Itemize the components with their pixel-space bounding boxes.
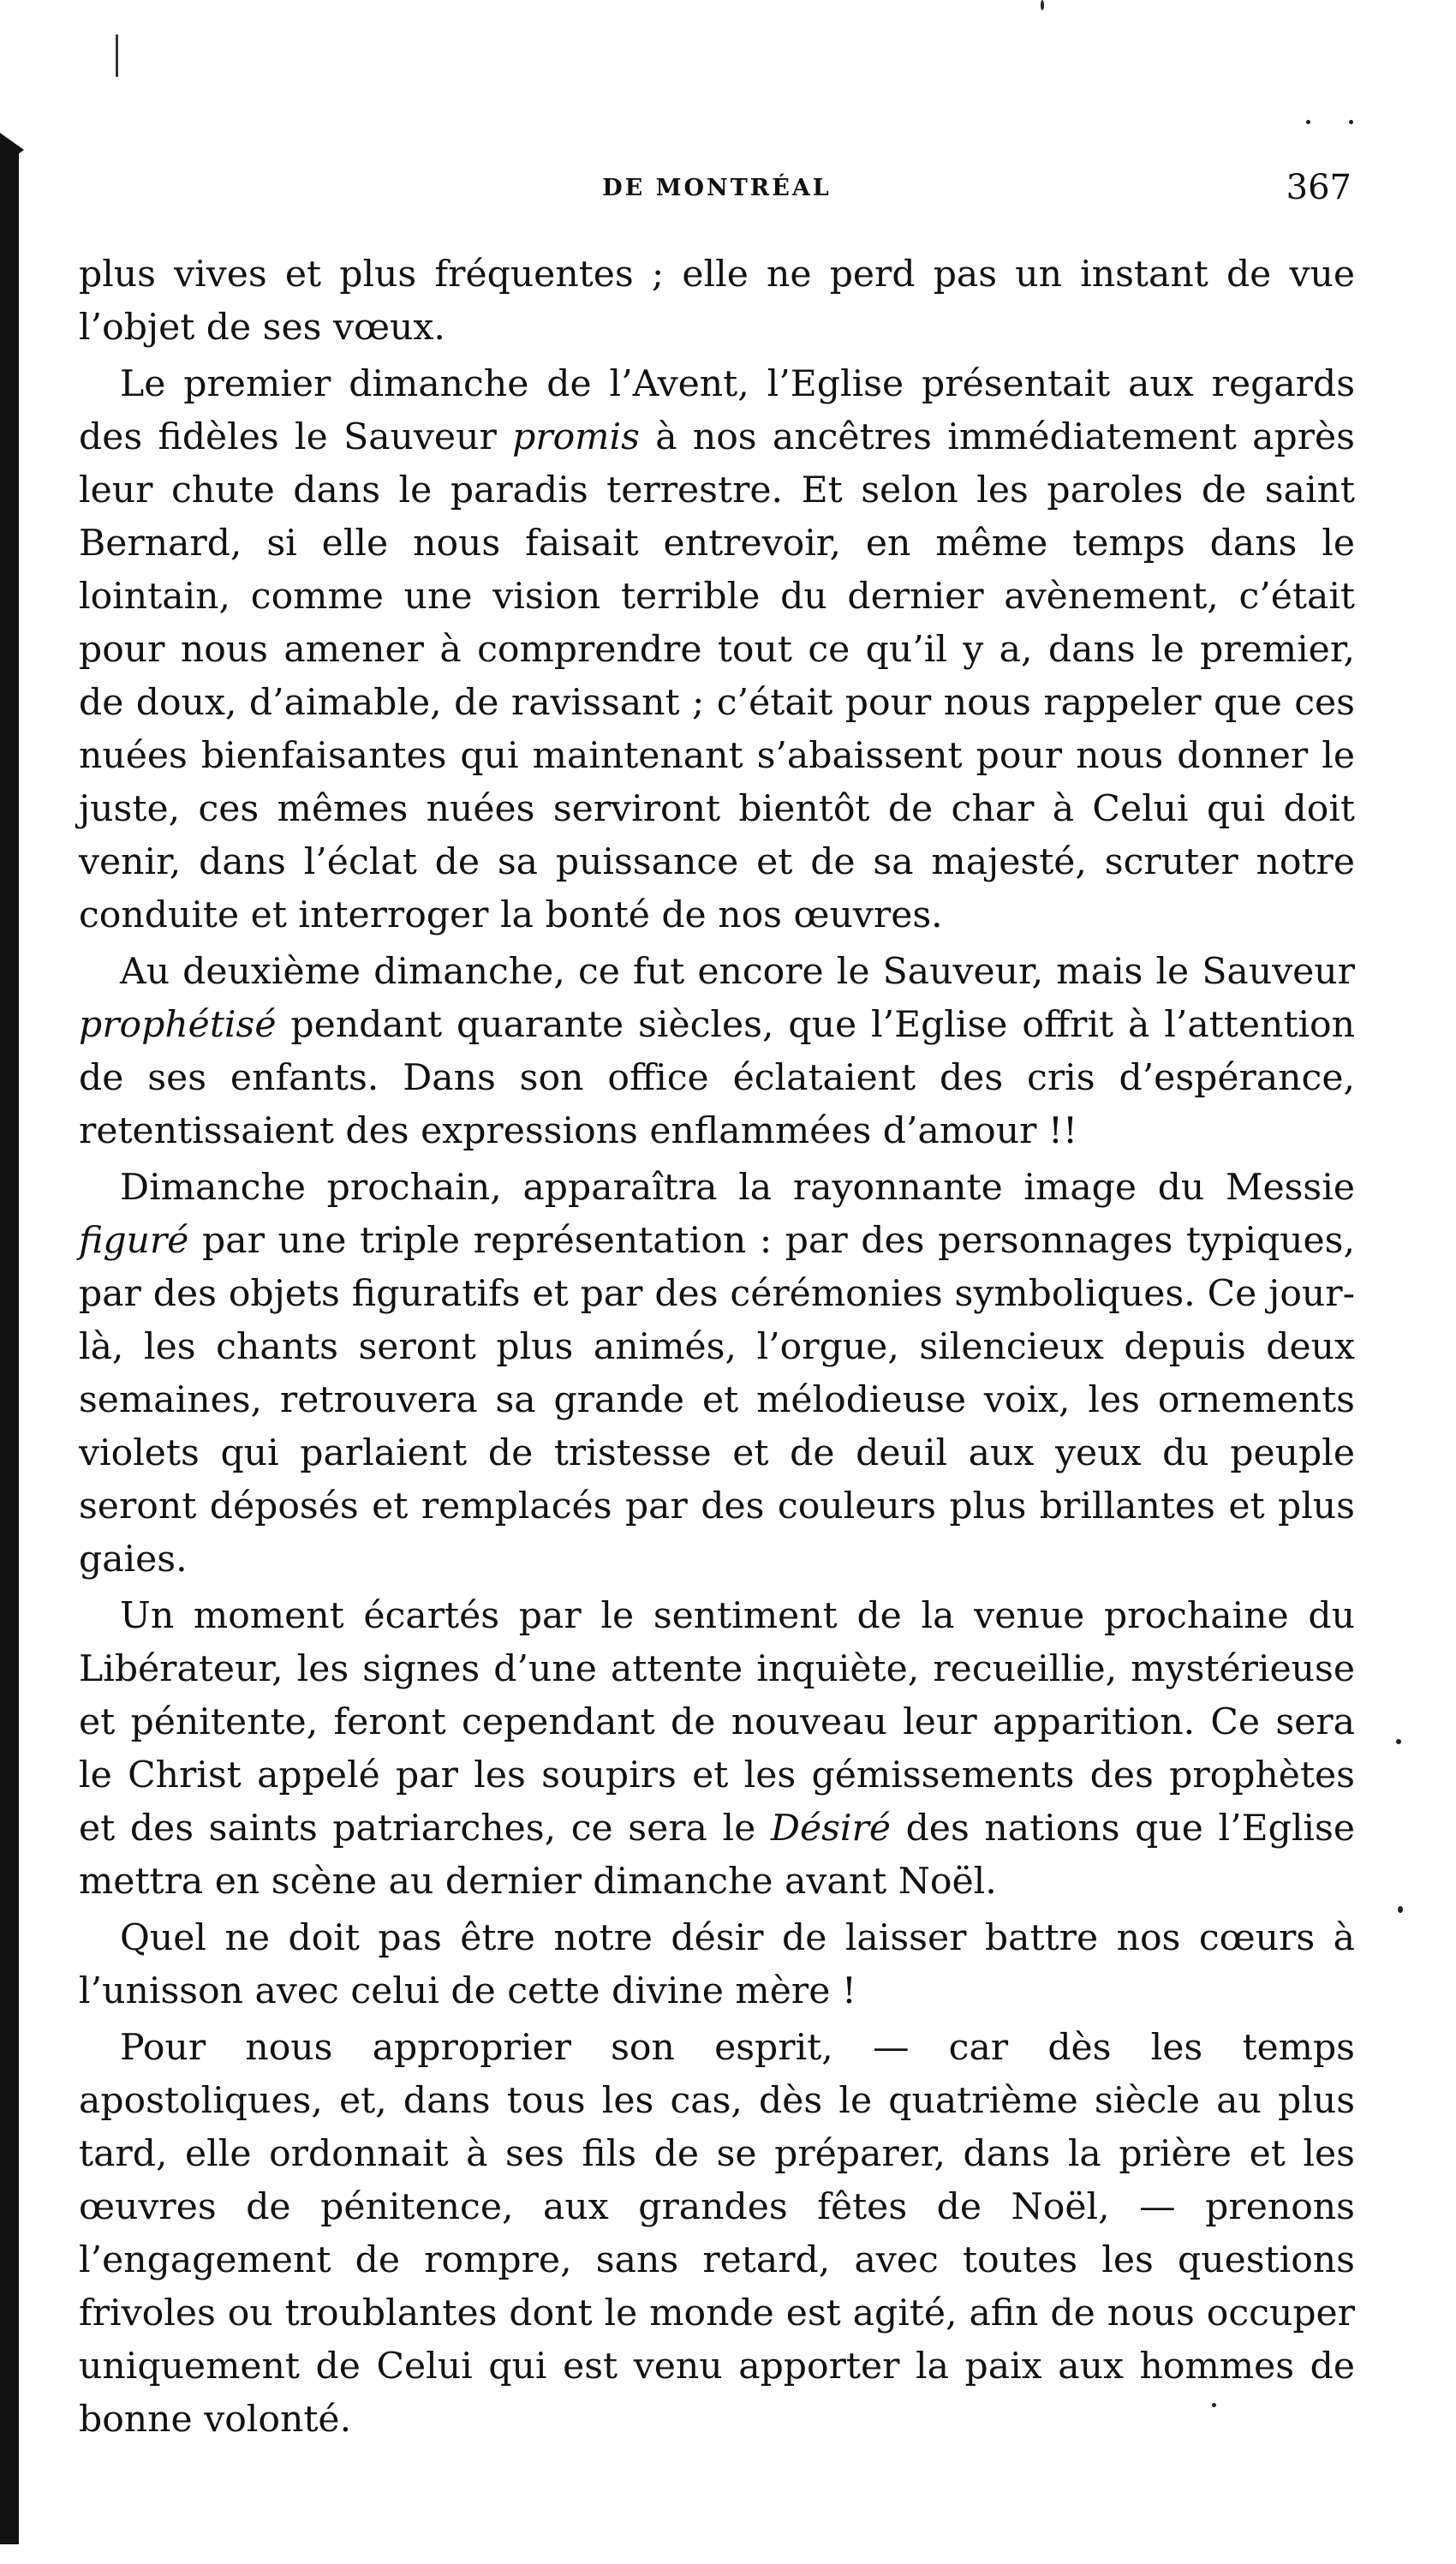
paragraph (79, 2022, 1355, 2447)
italic-term: Désiré (770, 1808, 891, 1850)
paragraph (79, 1590, 1355, 1909)
paragraph (79, 248, 1355, 355)
running-head: DE MONTRÉAL (602, 175, 832, 201)
scan-speck (1349, 120, 1353, 124)
paragraph (79, 358, 1355, 942)
text-run: Un moment écartés par le sentiment de la venue prochaine du Libérateur, les signes d’une attente inquiète, recueillie, mystérieuse et pénitente, feront cependant de nouveau leur apparition. Ce sera le Christ appelé par les soupirs et les gémissements des prophètes et des saints patriarches, ce sera le (79, 1595, 1355, 1850)
text-run: Quel ne doit pas être notre désir de laisser battre nos cœurs à l’unisson avec celui de cette divine mère ! (79, 1917, 1355, 2012)
scan-speck (1396, 1739, 1401, 1744)
scan-speck (1398, 1906, 1403, 1913)
page-number: 367 (1286, 168, 1352, 207)
paragraph (79, 1912, 1355, 2018)
text-run: Pour nous approprier son esprit, — car dès les temps apostoliques, et, dans tous les cas, dès le quatrième siècle au plus tard, elle ordonnait à ses fils de se préparer, dans la prière et les œuvres de pénitence, aux grandes fêtes de Noël, — prenons l’engagement de rompre, sans retard, avec toutes les questions frivoles ou troublantes dont le monde est agité, afin de nous occuper uniquement de Celui qui est venu apporter la paix aux hommes de bonne volonté. (79, 2027, 1355, 2441)
scan-speck (1306, 120, 1310, 124)
scan-speck (116, 34, 118, 77)
italic-term: promis (512, 416, 640, 458)
text-run: des nations que l’Eglise mettra en scène au dernier dimanche avant Noël. (79, 1808, 1355, 1903)
text-run: Dimanche prochain, apparaîtra la rayonnante image du Messie (120, 1167, 1355, 1209)
page-header (79, 168, 1355, 211)
text-run: pendant quarante siècles, que l’Eglise offrit à l’attention de ses enfants. Dans son office éclataient des cris d’espérance, retentissaient des expressions enflammées d’amour !! (79, 1004, 1355, 1152)
text-run: plus vives et plus fréquentes ; elle ne perd pas un instant de vue l’objet de ses vœux. (79, 254, 1355, 349)
text-run: à nos ancêtres immédiatement après leur chute dans le paradis terrestre. Et selon les paroles de saint Bernard, si elle nous faisait entrevoir, en même temps dans le lointain, comme une vision terrible du dernier avènement, c’était pour nous amener à comprendre tout ce qu’il y a, dans le premier, de doux, d’aimable, de ravissant ; c’était pour nous rappeler que ces nuées bienfaisantes qui maintenant s’abaissent pour nous donner le juste, ces mêmes nuées serviront bientôt de char à Celui qui doit venir, dans l’éclat de sa puissance et de sa majesté, scruter notre conduite et interroger la bonté de nos œuvres. (79, 416, 1355, 936)
paragraph (79, 946, 1355, 1158)
text-run: Le premier dimanche de l’Avent, l’Eglise présentait aux regards des fidèles le Sauveur (79, 363, 1355, 458)
page-body (79, 248, 1355, 2450)
binding-edge (0, 146, 19, 2544)
italic-term: figuré (79, 1220, 189, 1262)
text-run: par une triple représentation : par des personnages typiques, par des objets figuratifs et par des cérémonies symboliques. Ce jour-là, les chants seront plus animés, l’orgue, silencieux depuis deux semaines, retrouvera sa grande et mélodieuse voix, les ornements violets qui parlaient de tristesse et de deuil aux yeux du peuple seront déposés et remplacés par des couleurs plus brillantes et plus gaies. (79, 1220, 1355, 1581)
italic-term: prophétisé (79, 1004, 277, 1046)
paragraph (79, 1162, 1355, 1587)
scan-speck (1041, 0, 1044, 10)
text-run: Au deuxième dimanche, ce fut encore le Sauveur, mais le Sauveur (120, 951, 1355, 993)
